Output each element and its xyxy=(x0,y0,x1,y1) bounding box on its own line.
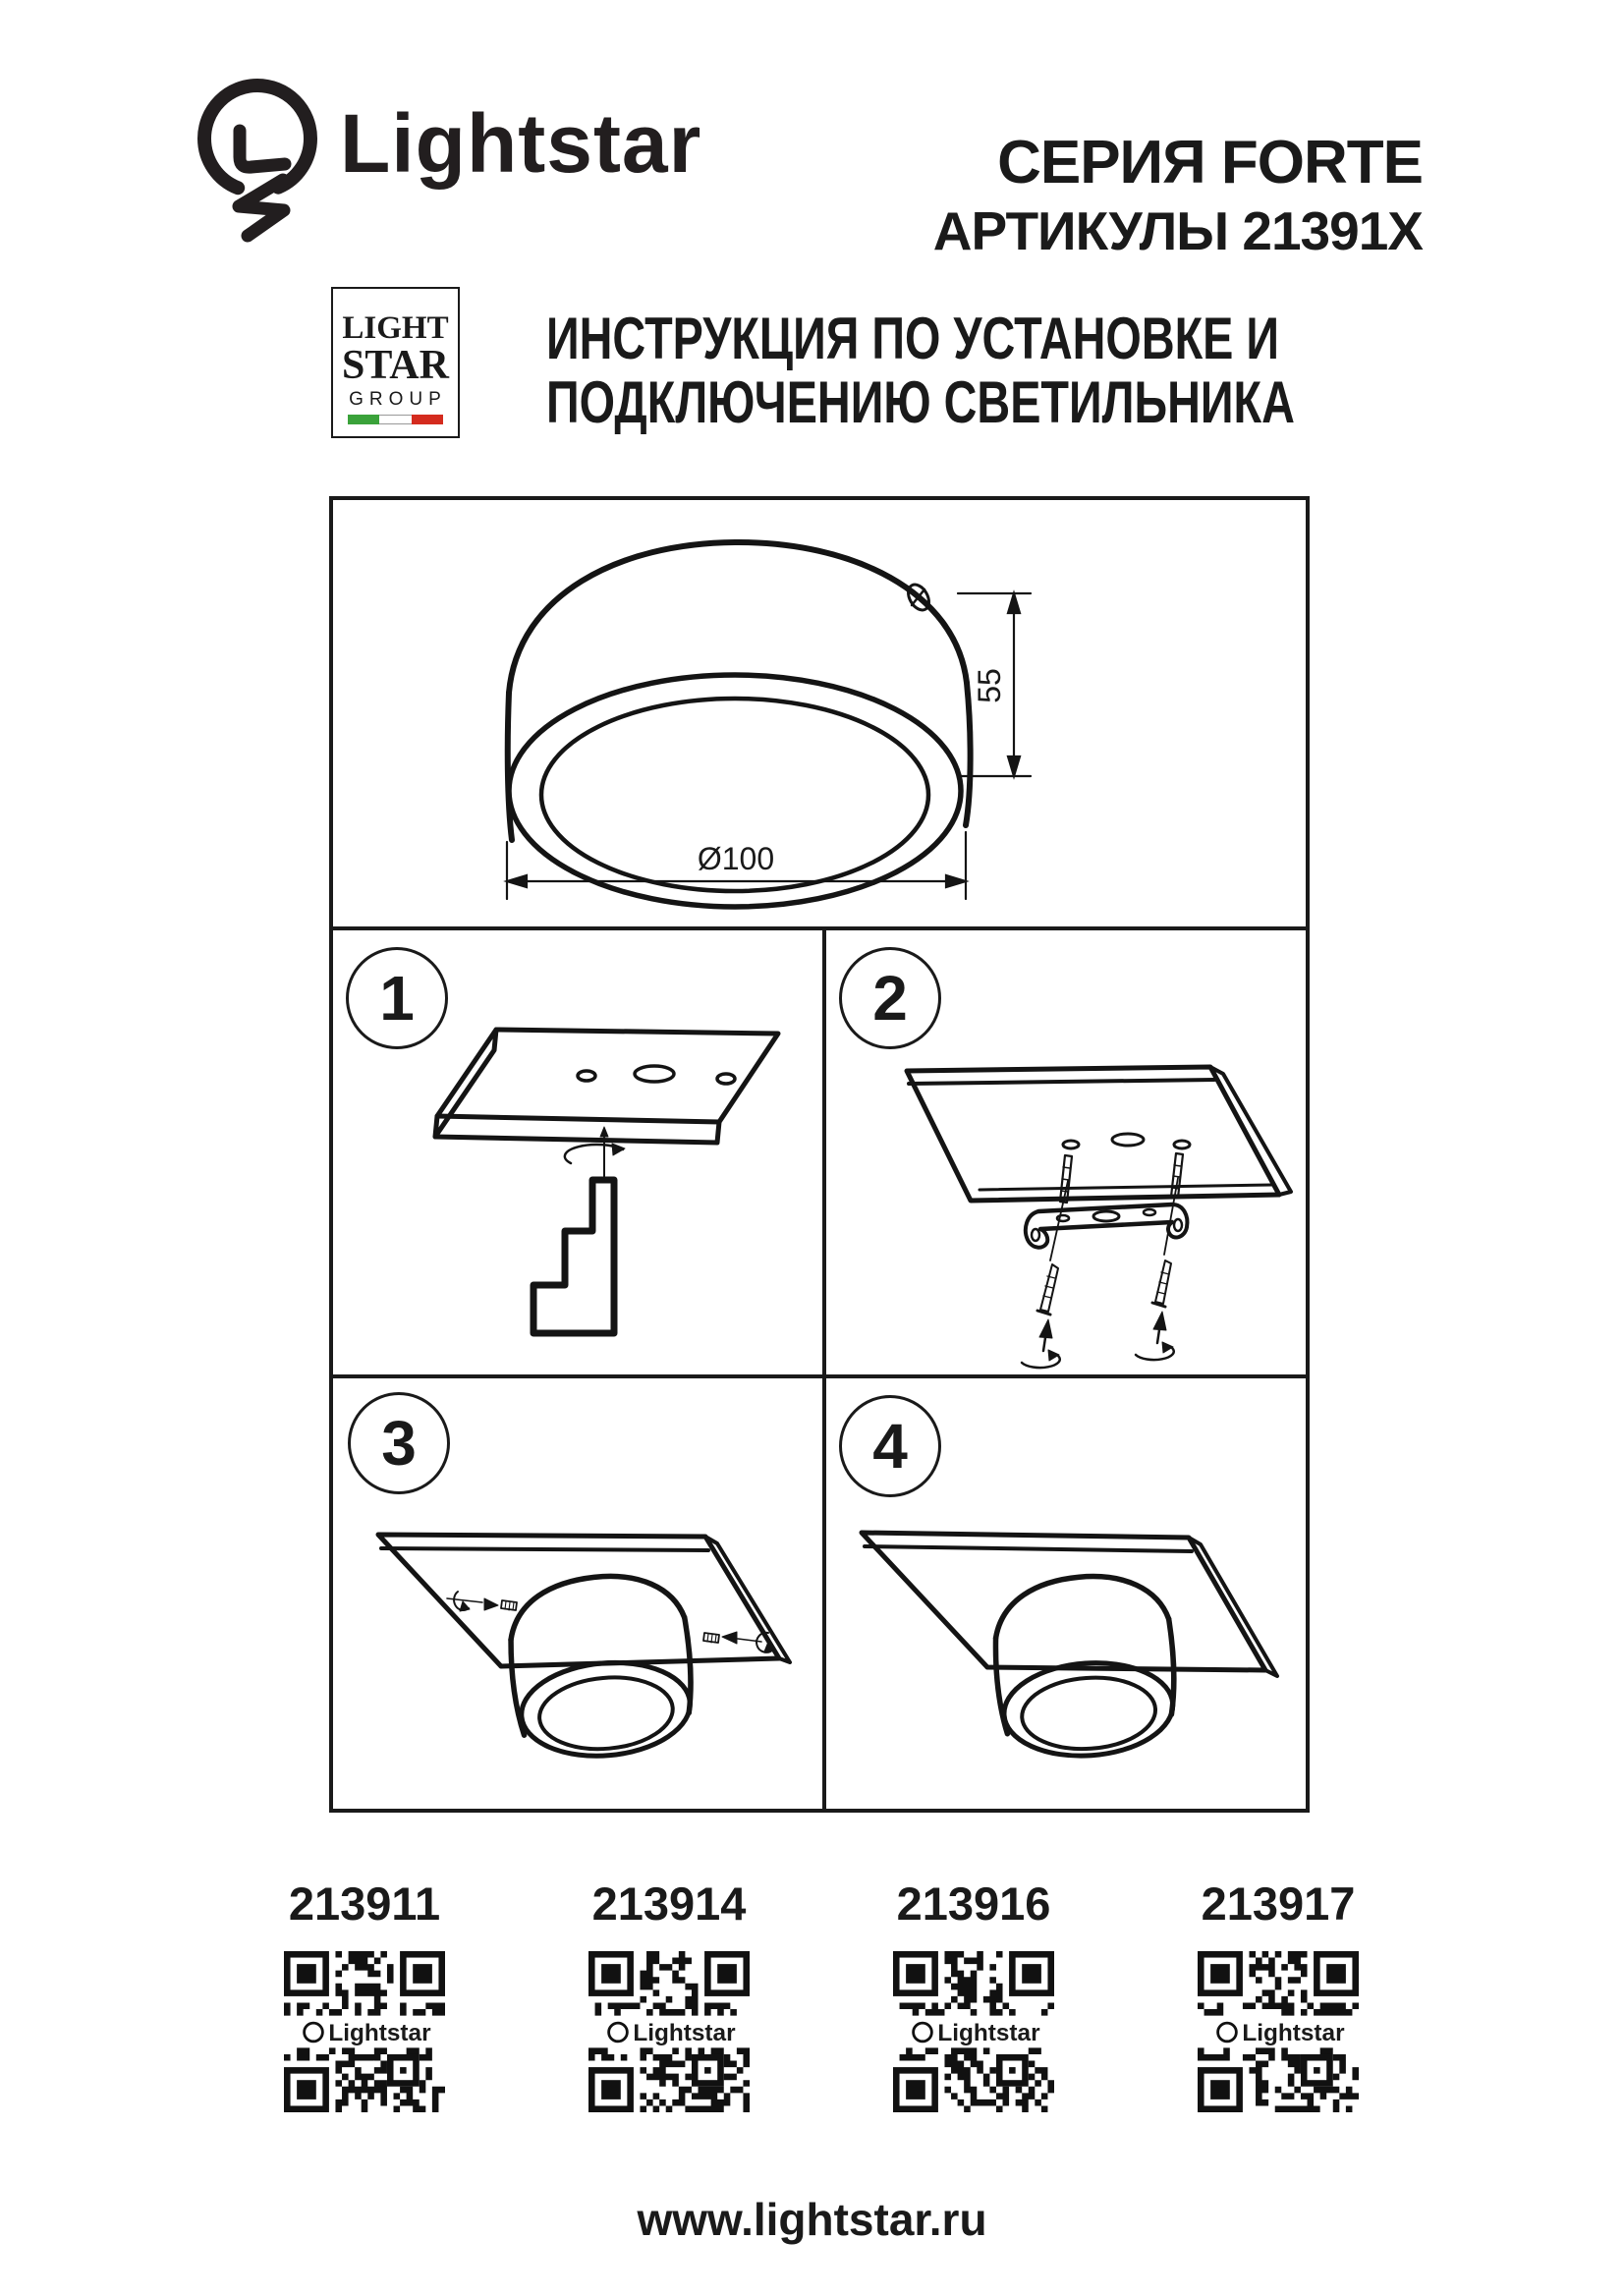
ceiling-plate-drawing xyxy=(435,1030,778,1143)
qr-code xyxy=(588,1951,750,2112)
flag-white-segment xyxy=(379,415,411,424)
ceiling-plate-drawing xyxy=(862,1533,1277,1676)
screws xyxy=(1037,1260,1171,1315)
qr-code xyxy=(893,1951,1054,2112)
svg-text:Lightstar: Lightstar xyxy=(937,2019,1040,2046)
bulb-squiggle xyxy=(239,180,284,236)
insert-arrows xyxy=(1039,1312,1166,1351)
qr-code xyxy=(1198,1951,1359,2112)
svg-text:Lightstar: Lightstar xyxy=(1242,2019,1345,2046)
bulb-circle xyxy=(204,85,310,192)
flag-red-segment xyxy=(412,415,443,424)
svg-text:Lightstar: Lightstar xyxy=(633,2019,736,2046)
step-4-drawing xyxy=(822,1374,1310,1813)
page-title-line1: ИНСТРУКЦИЯ ПО УСТАНОВКЕ И xyxy=(546,306,1280,371)
footer-url: www.lightstar.ru xyxy=(637,2194,987,2245)
ceiling-plate-drawing xyxy=(907,1067,1291,1201)
svg-text:Lightstar: Lightstar xyxy=(328,2019,431,2046)
qr-code xyxy=(284,1951,445,2112)
page-title xyxy=(546,307,1295,434)
flag-green-segment xyxy=(348,415,379,424)
page-title-line2: ПОДКЛЮЧЕНИЮ СВЕТИЛЬНИКА xyxy=(546,369,1295,435)
step-2-drawing xyxy=(822,926,1310,1374)
group-logo-line3: GROUP xyxy=(349,389,447,410)
group-logo-line2: STAR xyxy=(342,343,449,388)
article-number: 213917 xyxy=(1201,1877,1356,1930)
left-side-screw xyxy=(447,1592,517,1611)
italian-flag-bar xyxy=(348,415,443,424)
step-3-drawing xyxy=(329,1374,822,1813)
series-heading: СЕРИЯ FORTE xyxy=(997,129,1423,196)
article-number: 213916 xyxy=(896,1877,1051,1930)
group-logo-line1: LIGHT xyxy=(342,310,449,346)
article-number: 213914 xyxy=(591,1877,747,1930)
step-4-number: 4 xyxy=(872,1411,908,1482)
drill-template-drawing xyxy=(533,1127,625,1333)
step-2-number: 2 xyxy=(872,963,908,1034)
lightstar-group-logo xyxy=(331,287,460,438)
diameter-dim-label: Ø100 xyxy=(697,841,775,876)
lamp-dimension-drawing xyxy=(329,496,1310,926)
step-3-number: 3 xyxy=(381,1408,417,1479)
article-number: 213911 xyxy=(288,1877,441,1930)
brand-wordmark: Lightstar xyxy=(340,97,702,190)
mounting-bracket-drawing xyxy=(1026,1204,1188,1248)
height-dim-label: 55 xyxy=(972,668,1007,703)
ceiling-plate-drawing xyxy=(378,1535,790,1666)
bulb-letter-l xyxy=(240,131,285,167)
articles-heading: АРТИКУЛЫ 21391X xyxy=(932,200,1423,261)
lightstar-bulb-logo-icon xyxy=(193,71,340,257)
step-1-number: 1 xyxy=(379,963,415,1034)
step-1-drawing xyxy=(329,926,822,1374)
